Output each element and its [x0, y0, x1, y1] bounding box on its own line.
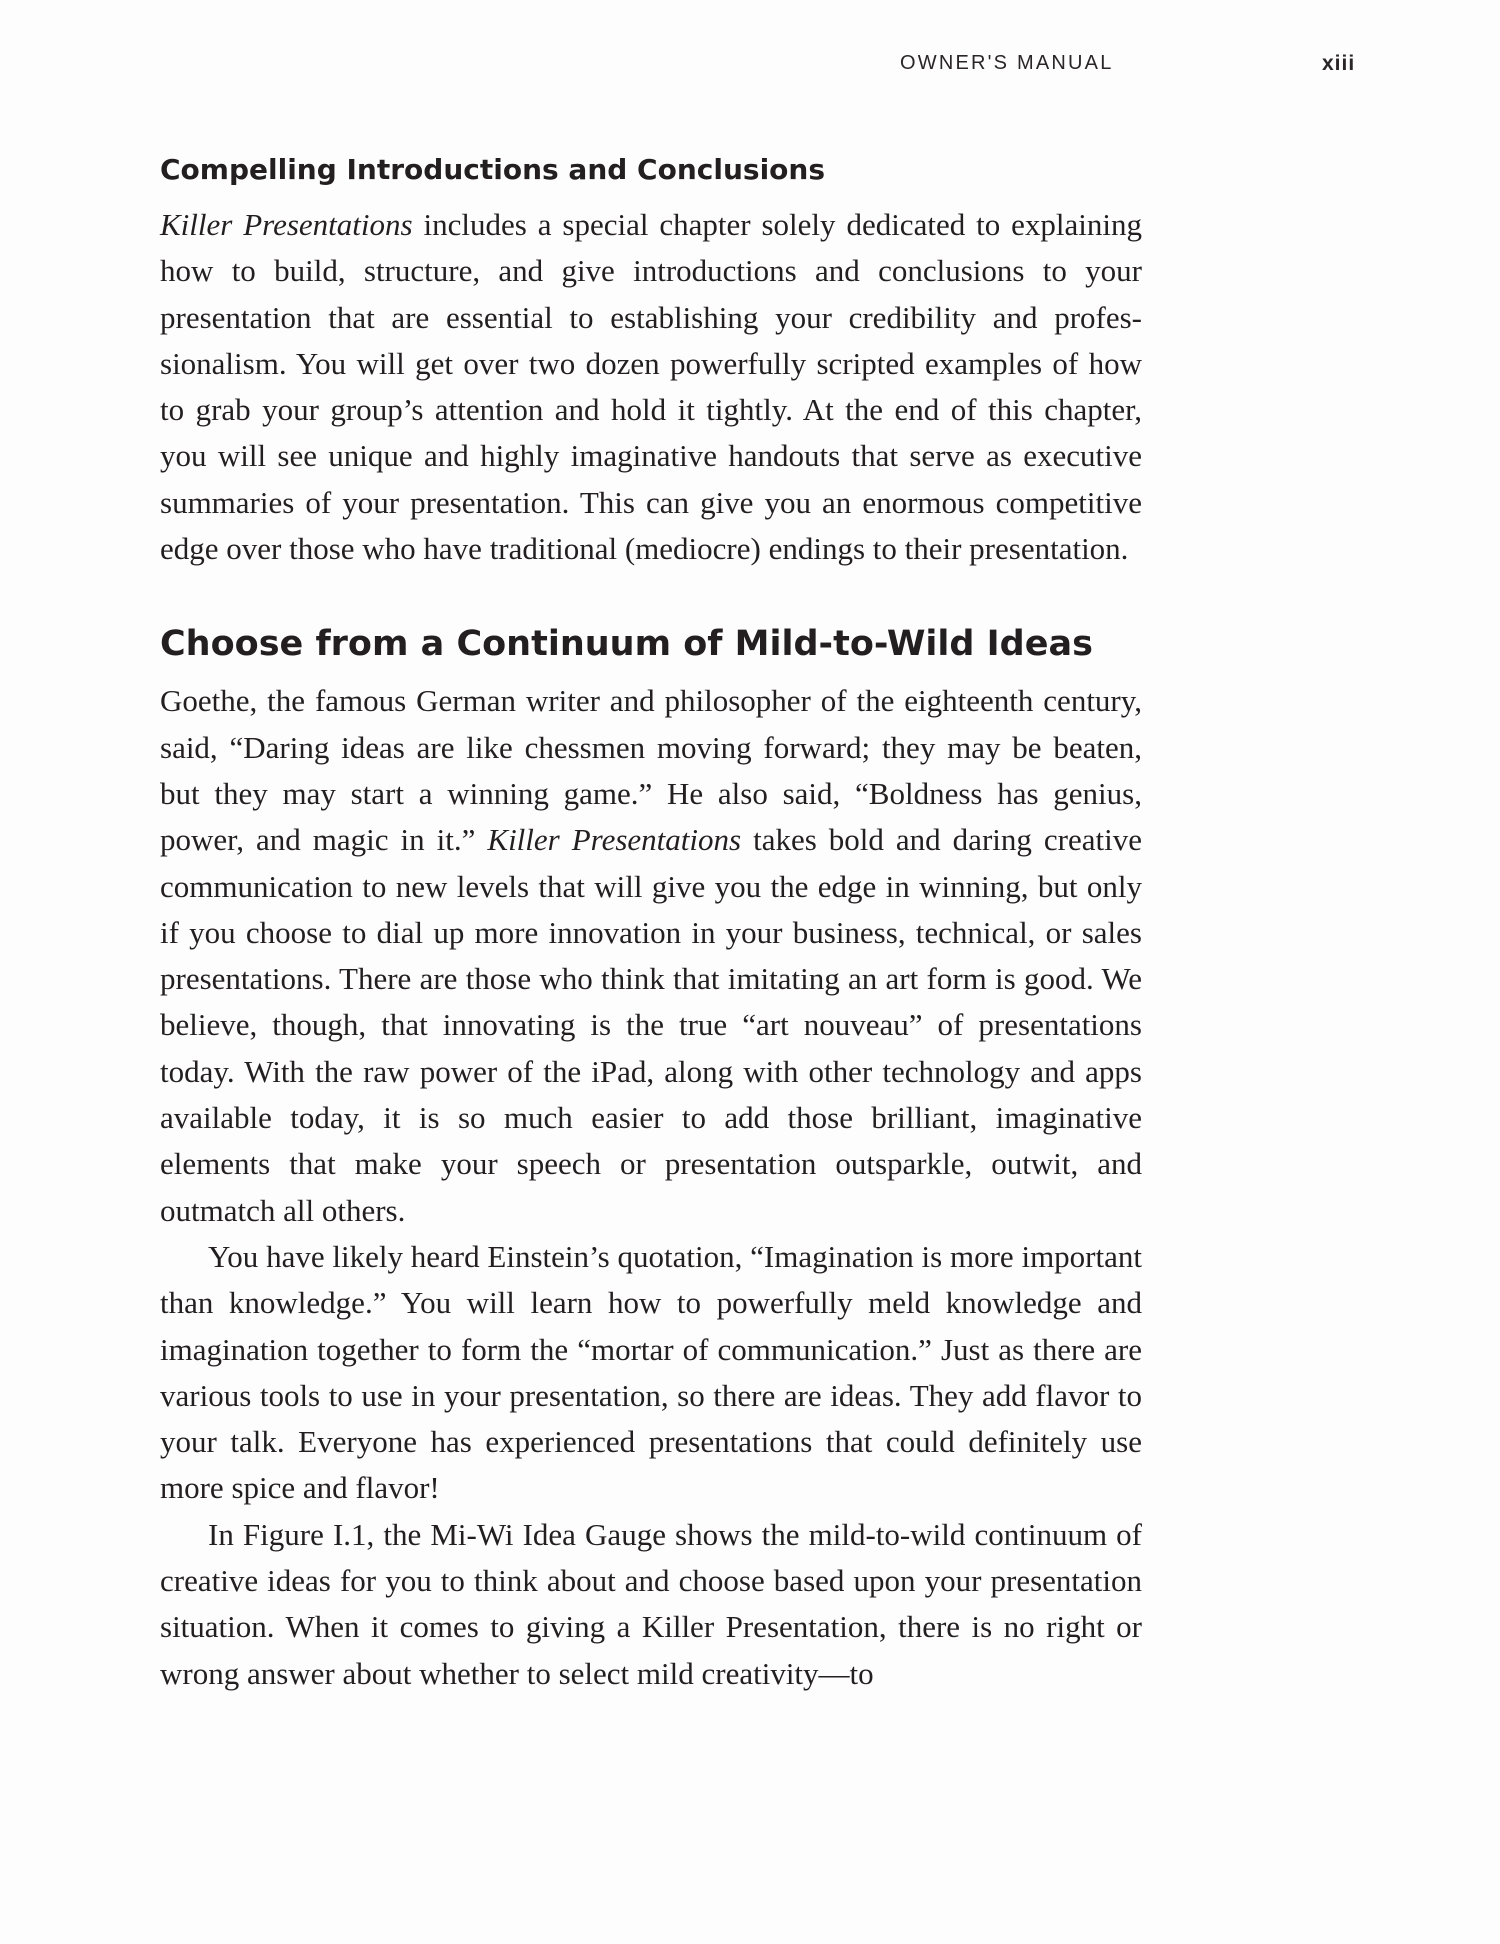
running-head: OWNER'S MANUAL	[900, 52, 1114, 74]
paragraph-goethe	[160, 678, 1142, 1234]
book-title-italic: Killer Presentations	[487, 822, 742, 858]
page-number: xiii	[1322, 52, 1356, 75]
paragraph-figure-reference: In Figure I.1, the Mi-Wi Idea Gauge shows the mild-to-wild continuum of creative ideas for you to think about and choose based upon your presentation situation. When it comes to giving a Killer Presentation, there is no right or wrong answer about whether to select mild creativity—to	[160, 1516, 1142, 1691]
book-title-italic: Killer Presentations	[160, 207, 413, 242]
paragraph-einstein: You have likely heard Einstein’s quotation, “Imagination is more important than knowledge.” You will learn how to powerfully meld knowledge and imagination together to form the “mortar of communication.” Just as there are various tools to use in your presentation, so there are ideas. They add flavor to your talk. Everyone has experienced presentations that could definitely use more spice and flavor!	[160, 1238, 1142, 1506]
page-content	[160, 148, 1142, 1697]
paragraph-text: includes a special chapter solely dedicated to explaining how to build, structure, and give introductions and conclusions to your presentation that are essential to establishing your credibility and professionalism. You will get over two dozen powerfully scripted examples of how to grab your group’s attention and hold it tightly. At the end of this chapter, you will see unique and highly imaginative handouts that serve as executive summaries of your presentation. This can give you an enormous competitive edge over those who have traditional (mediocre) endings to their presentation.	[160, 207, 1142, 567]
paragraph-text: Goethe, the famous German writer and philosopher of the eighteenth century, said, “Daring ideas are like chessmen moving forward; they may be beaten, but they may start a winning game.” He also said, “Boldness has genius, power, and magic in it.”	[160, 683, 1142, 858]
paragraph-text: takes bold and daring creative communication to new levels that will give you the edge in winning, but only if you choose to dial up more innovation in your business, technical, or sales presentations. There are those who think that imitating an art form is good. We believe, though, that innovating is the true “art nouveau” of presentations today. With the raw power of the iPad, along with other technology and apps available today, it is so much easier to add those brilliant, imaginative elements that make your speech or presentation outsparkle, outwit, and outmatch all others.	[160, 822, 1142, 1228]
paragraph-introductions	[160, 202, 1142, 572]
section-heading-introductions: Compelling Introductions and Conclusions	[160, 153, 825, 186]
section-heading-mild-to-wild: Choose from a Continuum of Mild-to-Wild Ideas	[160, 624, 1093, 665]
